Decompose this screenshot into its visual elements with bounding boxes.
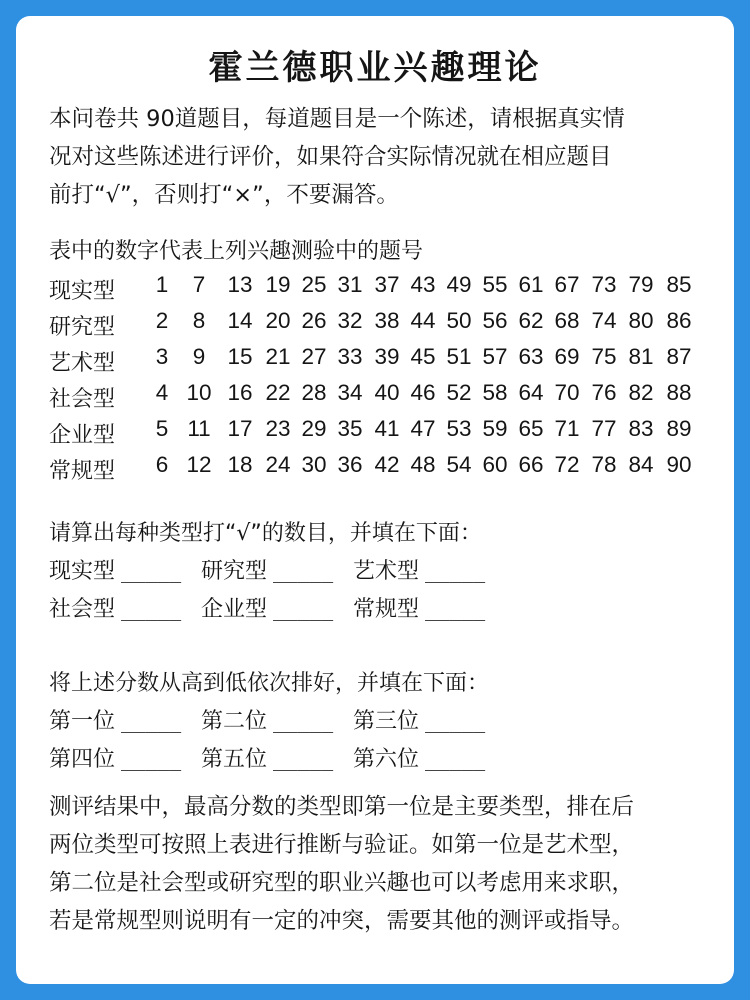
score-table — [49, 270, 709, 486]
table-row — [49, 306, 709, 342]
answer-blank: _____ — [121, 597, 182, 621]
question-number: 62 — [518, 308, 544, 333]
answer-blank: _____ — [121, 709, 182, 733]
answer-blank: _____ — [425, 747, 486, 771]
question-number: 25 — [301, 272, 327, 297]
question-number: 57 — [482, 344, 508, 369]
question-number: 18 — [227, 452, 253, 477]
question-number: 24 — [265, 452, 291, 477]
question-number: 63 — [518, 344, 544, 369]
question-number: 55 — [482, 272, 508, 297]
question-number: 35 — [337, 416, 363, 441]
row-type-label: 常规型 — [49, 459, 116, 484]
question-number: 48 — [410, 452, 436, 477]
count-field-row — [49, 592, 709, 630]
question-number: 2 — [155, 308, 169, 333]
conclusion-line: 测评结果中，最高分数的类型即第一位是主要类型，排在后 — [49, 794, 635, 820]
question-number: 58 — [482, 380, 508, 405]
question-number: 13 — [227, 272, 253, 297]
question-number: 39 — [374, 344, 400, 369]
question-number: 8 — [192, 308, 206, 333]
question-number: 23 — [265, 416, 291, 441]
conclusion-paragraph — [49, 788, 709, 940]
count-field-item — [49, 592, 181, 623]
question-number: 59 — [482, 416, 508, 441]
rank-field-item — [49, 742, 181, 773]
question-number: 90 — [666, 452, 692, 477]
question-number: 36 — [337, 452, 363, 477]
rank-field-label: 第一位 — [49, 709, 116, 734]
question-number: 43 — [410, 272, 436, 297]
question-number: 5 — [155, 416, 169, 441]
answer-blank: _____ — [425, 559, 486, 583]
question-number: 21 — [265, 344, 291, 369]
question-number: 88 — [666, 380, 692, 405]
question-number: 47 — [410, 416, 436, 441]
count-field-item — [49, 554, 181, 585]
answer-blank: _____ — [273, 747, 334, 771]
question-number: 89 — [666, 416, 692, 441]
question-number: 11 — [187, 416, 211, 441]
answer-blank: _____ — [273, 559, 334, 583]
count-prompt: 请算出每种类型打“√”的数目，并填在下面： — [49, 521, 482, 546]
question-number: 44 — [410, 308, 436, 333]
answer-blank: _____ — [425, 709, 486, 733]
question-number: 10 — [186, 380, 212, 405]
question-number: 26 — [301, 308, 327, 333]
question-number: 29 — [301, 416, 327, 441]
question-number: 41 — [374, 416, 400, 441]
rank-field-label: 第五位 — [201, 747, 268, 772]
rank-field-label: 第三位 — [353, 709, 420, 734]
rank-field-item — [353, 704, 485, 735]
question-number: 4 — [155, 380, 169, 405]
question-number: 86 — [666, 308, 692, 333]
table-row — [49, 450, 709, 486]
question-number: 45 — [410, 344, 436, 369]
question-number: 80 — [628, 308, 654, 333]
count-fill-grid — [49, 554, 709, 630]
question-number: 54 — [446, 452, 472, 477]
count-field-row — [49, 554, 709, 592]
rank-fill-grid — [49, 704, 709, 780]
question-number: 38 — [374, 308, 400, 333]
intro-paragraph — [49, 100, 709, 214]
question-number: 71 — [554, 416, 580, 441]
question-number: 68 — [554, 308, 580, 333]
conclusion-line: 第二位是社会型或研究型的职业兴趣也可以考虑用来求职， — [49, 870, 635, 896]
question-number: 56 — [482, 308, 508, 333]
question-number: 69 — [554, 344, 580, 369]
document-card — [16, 16, 734, 984]
question-number: 79 — [628, 272, 654, 297]
count-field-item — [353, 592, 485, 623]
conclusion-line: 两位类型可按照上表进行推断与验证。如第一位是艺术型， — [49, 832, 635, 858]
count-field-label: 企业型 — [201, 597, 268, 622]
row-type-label: 企业型 — [49, 423, 116, 448]
question-number: 12 — [186, 452, 212, 477]
question-number: 40 — [374, 380, 400, 405]
question-number: 6 — [155, 452, 169, 477]
answer-blank: _____ — [121, 559, 182, 583]
question-number: 78 — [591, 452, 617, 477]
rank-field-item — [353, 742, 485, 773]
question-number: 42 — [374, 452, 400, 477]
question-number: 73 — [591, 272, 617, 297]
question-number: 81 — [628, 344, 654, 369]
question-number: 14 — [227, 308, 253, 333]
table-caption: 表中的数字代表上列兴趣测验中的题号 — [49, 239, 424, 264]
rank-field-item — [49, 704, 181, 735]
count-field-item — [201, 554, 333, 585]
question-number: 7 — [192, 272, 206, 297]
question-number: 76 — [591, 380, 617, 405]
question-number: 17 — [227, 416, 253, 441]
rank-field-item — [201, 742, 333, 773]
question-number: 49 — [446, 272, 472, 297]
question-number: 61 — [518, 272, 544, 297]
count-field-item — [201, 592, 333, 623]
rank-field-label: 第二位 — [201, 709, 268, 734]
table-row — [49, 414, 709, 450]
intro-line: 前打“√”，否则打“×”，不要漏答。 — [49, 182, 399, 208]
question-number: 20 — [265, 308, 291, 333]
page-title: 霍兰德职业兴趣理论 — [208, 48, 542, 88]
question-number: 77 — [591, 416, 617, 441]
question-number: 85 — [666, 272, 692, 297]
count-field-item — [353, 554, 485, 585]
question-number: 22 — [265, 380, 291, 405]
question-number: 84 — [628, 452, 654, 477]
answer-blank: _____ — [273, 597, 334, 621]
count-field-label: 社会型 — [49, 597, 116, 622]
question-number: 15 — [227, 344, 253, 369]
answer-blank: _____ — [273, 709, 334, 733]
question-number: 64 — [518, 380, 544, 405]
question-number: 16 — [227, 380, 253, 405]
question-number: 66 — [518, 452, 544, 477]
count-field-label: 研究型 — [201, 559, 268, 584]
rank-field-item — [201, 704, 333, 735]
question-number: 87 — [666, 344, 692, 369]
question-number: 65 — [518, 416, 544, 441]
count-field-label: 常规型 — [353, 597, 420, 622]
question-number: 33 — [337, 344, 363, 369]
question-number: 30 — [301, 452, 327, 477]
row-type-label: 研究型 — [49, 315, 116, 340]
answer-blank: _____ — [121, 747, 182, 771]
question-number: 27 — [301, 344, 327, 369]
question-number: 34 — [337, 380, 363, 405]
question-number: 75 — [591, 344, 617, 369]
question-number: 74 — [591, 308, 617, 333]
rank-prompt: 将上述分数从高到低依次排好，并填在下面： — [49, 671, 490, 696]
intro-line: 况对这些陈述进行评价，如果符合实际情况就在相应题目 — [49, 144, 612, 170]
conclusion-line: 若是常规型则说明有一定的冲突，需要其他的测评或指导。 — [49, 908, 635, 934]
row-type-label: 现实型 — [49, 279, 116, 304]
table-row — [49, 378, 709, 414]
rank-field-label: 第六位 — [353, 747, 420, 772]
table-row — [49, 270, 709, 306]
question-number: 50 — [446, 308, 472, 333]
rank-field-row — [49, 742, 709, 780]
table-row — [49, 342, 709, 378]
question-number: 51 — [446, 344, 472, 369]
question-number: 83 — [628, 416, 654, 441]
question-number: 46 — [410, 380, 436, 405]
question-number: 28 — [301, 380, 327, 405]
question-number: 3 — [155, 344, 169, 369]
question-number: 32 — [337, 308, 363, 333]
question-number: 52 — [446, 380, 472, 405]
rank-field-label: 第四位 — [49, 747, 116, 772]
question-number: 53 — [446, 416, 472, 441]
question-number: 31 — [337, 272, 363, 297]
question-number: 67 — [554, 272, 580, 297]
count-field-label: 现实型 — [49, 559, 116, 584]
row-type-label: 艺术型 — [49, 351, 116, 376]
count-field-label: 艺术型 — [353, 559, 420, 584]
question-number: 60 — [482, 452, 508, 477]
question-number: 70 — [554, 380, 580, 405]
question-number: 82 — [628, 380, 654, 405]
question-number: 9 — [192, 344, 206, 369]
answer-blank: _____ — [425, 597, 486, 621]
rank-field-row — [49, 704, 709, 742]
question-number: 72 — [554, 452, 580, 477]
question-number: 37 — [374, 272, 400, 297]
intro-line: 本问卷共 90道题目，每道题目是一个陈述，请根据真实情 — [49, 106, 625, 132]
question-number: 1 — [155, 272, 169, 297]
question-number: 19 — [265, 272, 291, 297]
row-type-label: 社会型 — [49, 387, 116, 412]
